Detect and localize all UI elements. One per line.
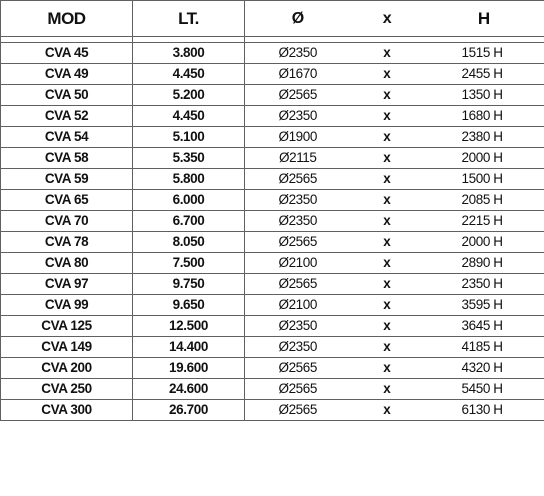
table-row [1,295,544,316]
cell-height: 2085 H [424,190,544,211]
cell-model: CVA 52 [1,106,133,127]
cell-liters: 9.650 [133,295,245,316]
cell-liters: 5.350 [133,148,245,169]
cell-x: x [351,127,424,148]
table-row [1,64,544,85]
table-row [1,358,544,379]
cell-liters: 3.800 [133,43,245,64]
cell-height: 2455 H [424,64,544,85]
cell-diameter: Ø2115 [245,148,351,169]
cell-liters: 5.800 [133,169,245,190]
cell-diameter: Ø2350 [245,211,351,232]
cell-x: x [351,358,424,379]
cell-height: 2890 H [424,253,544,274]
cell-liters: 6.700 [133,211,245,232]
cell-x: x [351,169,424,190]
cell-liters: 26.700 [133,400,245,421]
cell-x: x [351,379,424,400]
cell-liters: 6.000 [133,190,245,211]
header-row [1,1,544,37]
cell-x: x [351,85,424,106]
cell-model: CVA 250 [1,379,133,400]
cell-x: x [351,274,424,295]
cell-height: 2000 H [424,148,544,169]
cell-model: CVA 58 [1,148,133,169]
table-row [1,211,544,232]
cell-model: CVA 80 [1,253,133,274]
table-row [1,148,544,169]
table-header [1,1,544,37]
cell-model: CVA 70 [1,211,133,232]
table-row [1,400,544,421]
cell-diameter: Ø2350 [245,106,351,127]
cell-x: x [351,316,424,337]
cell-height: 1350 H [424,85,544,106]
cell-height: 2350 H [424,274,544,295]
table-row [1,106,544,127]
cell-x: x [351,148,424,169]
cell-model: CVA 59 [1,169,133,190]
cell-model: CVA 300 [1,400,133,421]
cell-diameter: Ø2565 [245,274,351,295]
cell-x: x [351,295,424,316]
cell-height: 2380 H [424,127,544,148]
cell-height: 3645 H [424,316,544,337]
cell-liters: 5.100 [133,127,245,148]
cell-diameter: Ø2565 [245,379,351,400]
cell-height: 1515 H [424,43,544,64]
cell-liters: 7.500 [133,253,245,274]
cell-model: CVA 65 [1,190,133,211]
cell-x: x [351,43,424,64]
table-row [1,232,544,253]
table-row [1,316,544,337]
header-lt: LT. [133,1,245,37]
cell-x: x [351,253,424,274]
cell-height: 3595 H [424,295,544,316]
table-row [1,43,544,64]
cell-x: x [351,337,424,358]
cell-model: CVA 97 [1,274,133,295]
cell-height: 1680 H [424,106,544,127]
header-diameter: Ø [245,1,351,37]
cell-x: x [351,106,424,127]
cell-model: CVA 45 [1,43,133,64]
cell-liters: 4.450 [133,64,245,85]
cell-height: 5450 H [424,379,544,400]
cell-diameter: Ø2350 [245,190,351,211]
cell-liters: 24.600 [133,379,245,400]
header-mod: MOD [1,1,133,37]
table-row [1,379,544,400]
cell-diameter: Ø1670 [245,64,351,85]
cell-height: 4185 H [424,337,544,358]
table-row [1,253,544,274]
table-body [1,37,544,421]
cell-liters: 12.500 [133,316,245,337]
cell-model: CVA 125 [1,316,133,337]
cell-diameter: Ø2565 [245,169,351,190]
cell-liters: 4.450 [133,106,245,127]
table-row [1,169,544,190]
cell-model: CVA 50 [1,85,133,106]
table-row [1,190,544,211]
cell-height: 1500 H [424,169,544,190]
cell-diameter: Ø2350 [245,43,351,64]
cell-x: x [351,400,424,421]
cell-liters: 5.200 [133,85,245,106]
cell-model: CVA 49 [1,64,133,85]
cell-diameter: Ø2350 [245,337,351,358]
cell-model: CVA 149 [1,337,133,358]
cell-model: CVA 200 [1,358,133,379]
cell-diameter: Ø1900 [245,127,351,148]
cell-diameter: Ø2350 [245,316,351,337]
cell-height: 2215 H [424,211,544,232]
table-row [1,85,544,106]
header-x: x [351,1,424,37]
cell-diameter: Ø2100 [245,253,351,274]
table-row [1,274,544,295]
cell-diameter: Ø2100 [245,295,351,316]
cell-diameter: Ø2565 [245,232,351,253]
cell-x: x [351,232,424,253]
cell-height: 4320 H [424,358,544,379]
cell-diameter: Ø2565 [245,358,351,379]
cell-height: 2000 H [424,232,544,253]
cell-liters: 14.400 [133,337,245,358]
cell-height: 6130 H [424,400,544,421]
table-row [1,127,544,148]
cell-x: x [351,211,424,232]
header-height: H [424,1,544,37]
table-row [1,337,544,358]
cell-liters: 8.050 [133,232,245,253]
cell-diameter: Ø2565 [245,85,351,106]
cell-model: CVA 78 [1,232,133,253]
cell-x: x [351,64,424,85]
cell-diameter: Ø2565 [245,400,351,421]
cell-liters: 9.750 [133,274,245,295]
cell-x: x [351,190,424,211]
cell-liters: 19.600 [133,358,245,379]
cell-model: CVA 54 [1,127,133,148]
cell-model: CVA 99 [1,295,133,316]
